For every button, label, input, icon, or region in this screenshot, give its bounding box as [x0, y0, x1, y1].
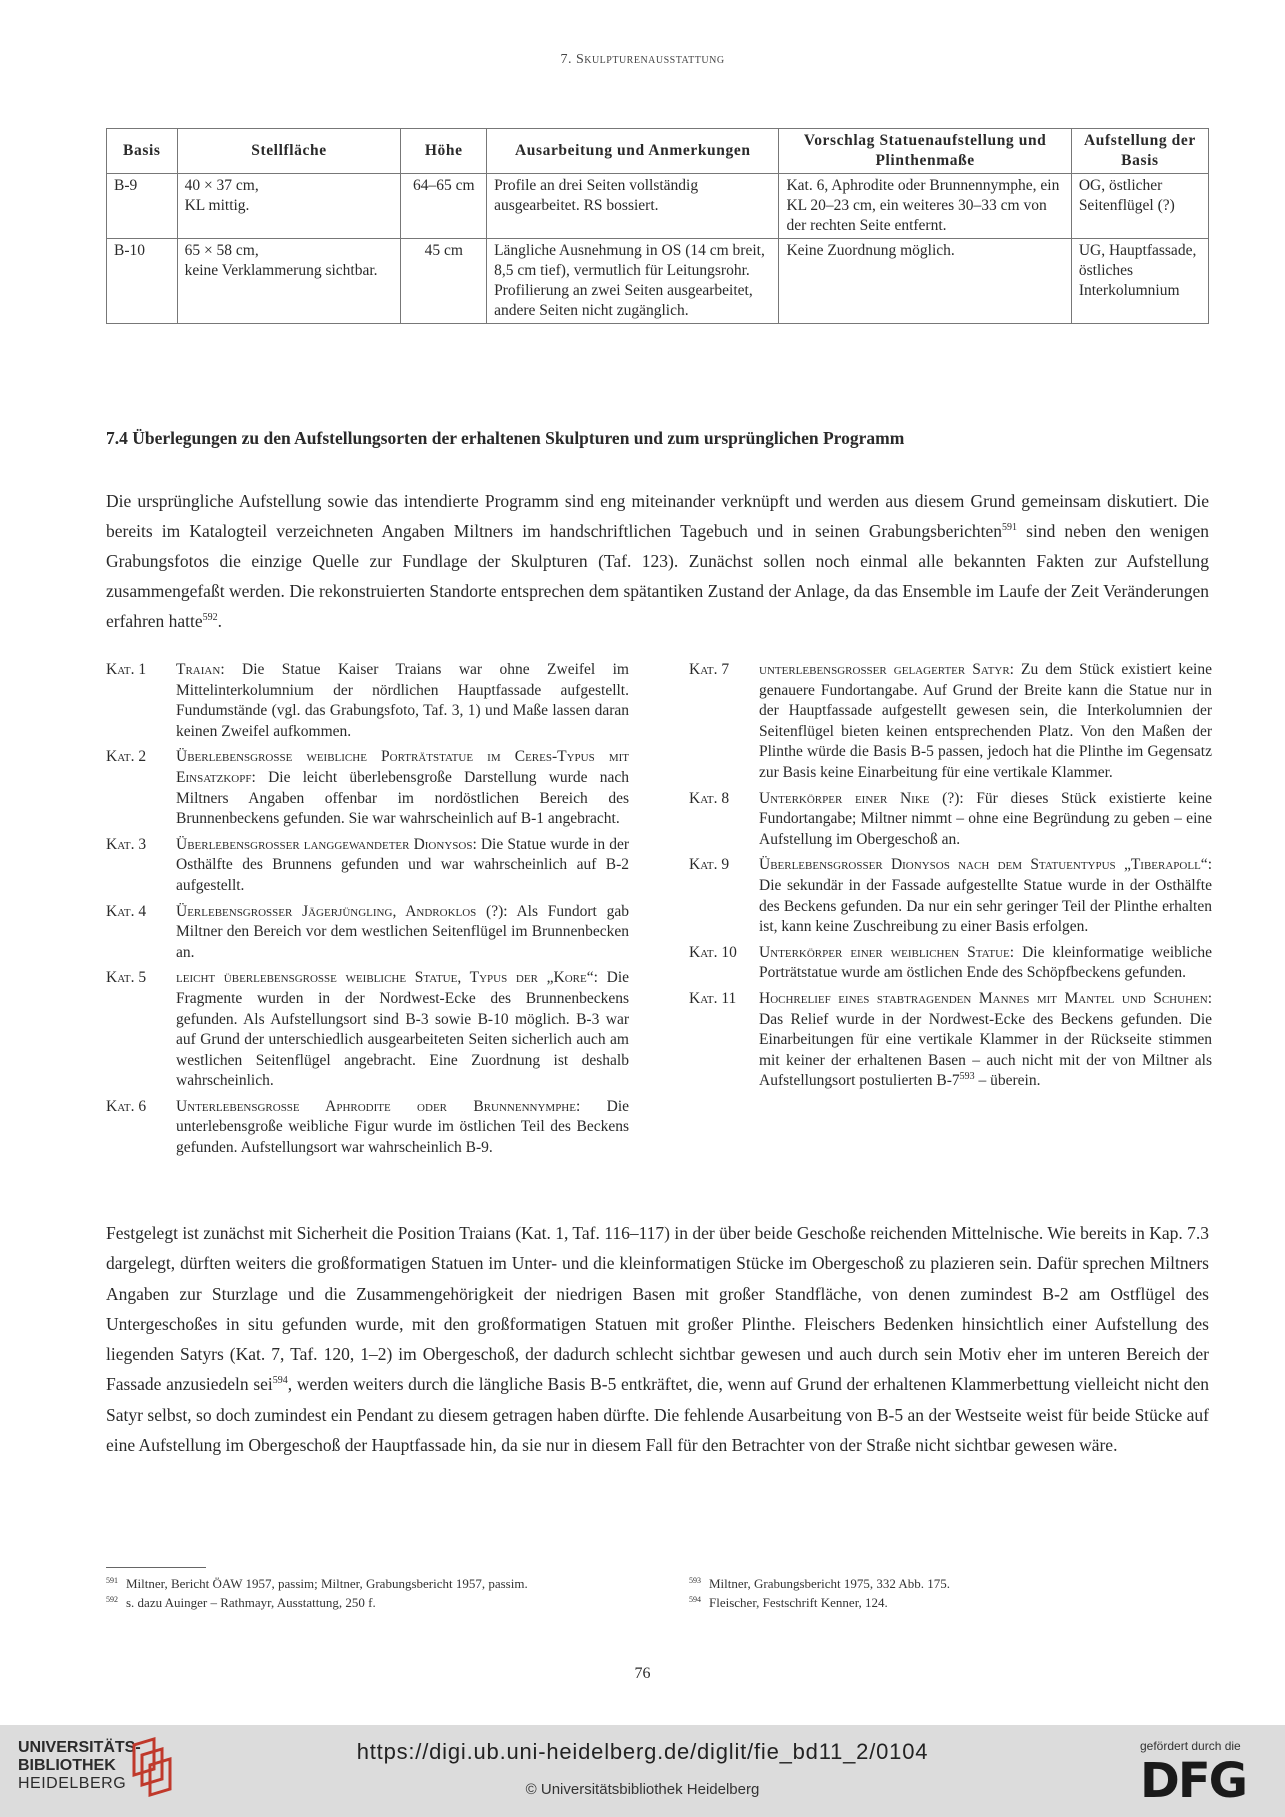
- page-number: 76: [634, 1665, 651, 1682]
- catalog-entry: [106, 835, 629, 897]
- catalog-entry: [106, 747, 629, 829]
- catalog-number: Kat. 5: [106, 969, 147, 987]
- catalog-text: : Als Fundort gab Miltner den Bereich vor dem westlichen Seitenflügel im Brunnenbecken an.: [176, 902, 629, 961]
- catalog-entry: [106, 1097, 629, 1159]
- catalog-entry: [689, 855, 1212, 937]
- table-cell: 45 cm: [401, 239, 487, 324]
- table-cell: Profile an drei Seiten vollständig ausgearbeitet. RS bossiert.: [487, 174, 779, 239]
- table-header: Vorschlag Statuenaufstellung und Plinthenmaße: [779, 129, 1071, 174]
- catalog-right-column: [689, 660, 1212, 1097]
- section-title: 7.4 Überlegungen zu den Aufstellungsorten der erhaltenen Skulpturen und zum ursprünglichen Programm: [106, 428, 905, 448]
- table-cell: Kat. 6, Aphrodite oder Brunnennymphe, ein KL 20–23 cm, ein weiteres 30–33 cm von der rechten Seite entfernt.: [779, 174, 1071, 239]
- catalog-title: Unterkörper einer Nike (?): [759, 789, 960, 807]
- table-cell: 40 × 37 cm, KL mittig.: [177, 174, 401, 239]
- footnote-text: Miltner, Grabungsbericht 1975, 332 Abb. 175.: [709, 1576, 951, 1591]
- footnote-text: Fleischer, Festschrift Kenner, 124.: [709, 1595, 888, 1610]
- catalog-number: Kat. 1: [106, 661, 147, 678]
- footer-bar: [0, 1725, 1285, 1817]
- bases-table: [106, 128, 1209, 324]
- footnote-number: 594: [689, 1594, 701, 1604]
- catalog-number: Kat. 7: [689, 661, 730, 678]
- catalog-text: : Zu dem Stück existiert keine genauere Fundortangabe. Auf Grund der Breite kann die Statue nur in der Hauptfassade aufgestellt gewesen sein, die Interkolumnien der Seitenflügel bieten keinen entsprechenden Platz. Von den Maßen der Plinthe würde die Basis B-5 passen, jedoch hat die Plinthe im Gegensatz zur Basis keine Einarbeitung für eine vertikale Klammer.: [759, 661, 1212, 781]
- catalog-text: : Die Statue wurde in der Osthälfte des Brunnens gefunden und war wahrscheinlich auf B-2 aufgestellt.: [176, 835, 629, 894]
- library-name: BIBLIOTHEK: [18, 1757, 116, 1774]
- footnote-ref[interactable]: 594: [272, 1375, 288, 1387]
- catalog-entry: [106, 902, 629, 964]
- intro-text: .: [217, 611, 223, 631]
- catalog-title: unterlebensgroßer gelagerter Satyr: [759, 661, 1010, 678]
- catalog-number: Kat. 10: [689, 943, 737, 961]
- footnote-text: s. dazu Auinger – Rathmayr, Ausstattung, 250 f.: [126, 1595, 376, 1610]
- table-header: Höhe: [401, 129, 487, 174]
- catalog-text: : Die sekundär in der Fassade aufgestellte Statue wurde in der Osthälfte des Beckens gefunden. Da nur ein sehr geringer Teil der Plinthe erhalten ist, kann keine Zuschreibung zu einer Basis erfolgen.: [759, 856, 1212, 936]
- table-cell: 64–65 cm: [401, 174, 487, 239]
- footnote-number: 591: [106, 1575, 118, 1585]
- footnote-text: Miltner, Bericht ÖAW 1957, passim; Miltner, Grabungsbericht 1957, passim.: [126, 1576, 528, 1591]
- catalog-number: Kat. 3: [106, 835, 147, 853]
- permalink-url[interactable]: https://digi.ub.uni-heidelberg.de/diglit/fie_bd11_2/0104: [356, 1739, 929, 1764]
- table-header: Basis: [107, 129, 178, 174]
- catalog-title: Unterlebensgroße Aphrodite oder Brunnennymphe: [176, 1097, 576, 1115]
- body-paragraph: [106, 1218, 1209, 1460]
- footnote: [689, 1593, 1209, 1612]
- catalog-entry: [689, 989, 1212, 1092]
- copyright-notice: © Universitätsbibliothek Heidelberg: [525, 1781, 760, 1798]
- catalog-entry: [689, 943, 1212, 984]
- catalog-title: Hochrelief eines stabtragenden Mannes mit Mantel und Schuhen: [759, 989, 1208, 1007]
- table-cell: OG, östlicher Seitenflügel (?): [1071, 174, 1208, 239]
- catalog-text: : Die leicht überlebensgroße Darstellung wurde nach Miltners Angaben offenbar im nordöstlichen Bereich des Brunnenbeckens gefunden. Sie war wahrscheinlich auf B-1 angebracht.: [176, 768, 629, 828]
- running-head: 7. Skulpturenausstattung: [560, 52, 725, 67]
- table-cell: UG, Hauptfassade, östliches Interkolumnium: [1071, 239, 1208, 324]
- catalog-number: Kat. 9: [689, 856, 730, 874]
- table-cell: Keine Zuordnung möglich.: [779, 239, 1071, 324]
- catalog-number: Kat. 6: [106, 1097, 147, 1115]
- catalog-text: – überein.: [974, 1072, 1041, 1090]
- funding-caption: gefördert durch die: [1140, 1739, 1241, 1753]
- catalog-left-column: [106, 660, 629, 1164]
- catalog-number: Kat. 4: [106, 902, 147, 920]
- table-header-row: [107, 129, 1209, 174]
- footnote: [106, 1593, 626, 1612]
- library-name: HEIDELBERG: [18, 1775, 127, 1792]
- table-row: [107, 239, 1209, 324]
- catalog-title: Überlebensgroßer langgewandeter Dionysos: [176, 835, 473, 853]
- intro-text: sind neben den wenigen Grabungsfotos die einzige Quelle zur Fundlage der Skulpturen (Taf. 123). Zunächst sollen noch einmal alle bekannten Fakten zur Aufstellung zusammengefaßt werden. Die rekonstruierten Standorte entsprechen dem spätantiken Zustand der Anlage, da das Ensemble im Laufe der Zeit Veränderungen erfahren hatte: [106, 521, 1209, 631]
- table-header: Aufstellung der Basis: [1071, 129, 1208, 174]
- catalog-entry: [689, 789, 1212, 851]
- catalog-text: : Die Fragmente wurden in der Nordwest-Ecke des Brunnenbeckens gefunden. Als Aufstellungsort sind B-3 sowie B-10 möglich. B-3 war auf Grund der unterschiedlich ausgearbeiteten Seiten sicherlich auch am westlichen Seitenflügel angebracht. Eine Zuordnung ist deshalb wahrscheinlich.: [176, 969, 630, 1090]
- table-cell: Längliche Ausnehmung in OS (14 cm breit, 8,5 cm tief), vermutlich für Leitungsrohr. Profilierung an zwei Seiten ausgearbeitet, andere Seiten nicht zugänglich.: [487, 239, 779, 324]
- table-cell: 65 × 58 cm, keine Verklammerung sichtbar.: [177, 239, 401, 324]
- footnote-ref[interactable]: 593: [959, 1071, 975, 1083]
- intro-text: Die ursprüngliche Aufstellung sowie das intendierte Programm sind eng miteinander verknüpft und werden aus diesem Grund gemeinsam diskutiert. Die bereits im Katalogteil verzeichneten Angaben Miltners im handschriftlichen Tagebuch und in seinen Grabungsberichten: [106, 491, 1209, 541]
- body-text: Festgelegt ist zunächst mit Sicherheit die Position Traians (Kat. 1, Taf. 116–117) in der über beide Geschoße reichenden Mittelnische. Wie bereits in Kap. 7.3 dargelegt, dürften weiters die großformatigen Statuen im Unter- und die kleinformatigen Stücke im Obergeschoß zu plazieren sein. Dafür sprechen Miltners Angaben zur Sturzlage und die Zusammengehörigkeit der niedrigen Basen mit großer Standfläche, von denen zumindest B-2 am Ostflügel des Untergeschoßes in situ gefunden wurde, mit den großformatigen Statuen mit großer Plinthe. Fleischers Bedenken hinsichtlich einer Aufstellung des liegenden Satyrs (Kat. 7, Taf. 120, 1–2) im Obergeschoß, der dadurch schlecht sichtbar gewesen und auch durch sein Motiv eher im unteren Bereich der Fassade anzusiedeln sei: [106, 1223, 1209, 1395]
- intro-paragraph: [106, 486, 1209, 636]
- library-name: UNIVERSITÄTS-: [18, 1739, 141, 1756]
- table-header: Ausarbeitung und Anmerkungen: [487, 129, 779, 174]
- catalog-entry: [689, 660, 1212, 784]
- catalog-text: : Das Relief wurde in der Nordwest-Ecke des Beckens gefunden. Die Einarbeitungen für eine vertikale Klammer in der Rückseite stimmen mit keiner der erhaltenen Basen – auch nicht mit der von Miltner als Aufstellungsort postulierten B-7: [759, 989, 1212, 1090]
- catalog-title: Üerlebensgroßer Jägerjüngling, Androklos (?): [176, 902, 504, 920]
- catalog-number: Kat. 11: [689, 989, 737, 1007]
- catalog-title: Unterkörper einer weiblichen Statue: [759, 943, 1010, 961]
- catalog-entry: [106, 660, 629, 742]
- dfg-logo[interactable]: DFG: [1140, 1753, 1247, 1809]
- table-row: [107, 174, 1209, 239]
- table-header: Stellfläche: [177, 129, 401, 174]
- catalog-number: Kat. 8: [689, 789, 730, 807]
- table-cell: B-9: [107, 174, 178, 239]
- catalog-text: : Die kleinformatige weibliche Porträtstatue wurde am östlichen Ende des Schöpfbeckens gefunden.: [759, 943, 1212, 982]
- footnote-ref[interactable]: 591: [1002, 522, 1018, 534]
- catalog-title: Überlebensgroßer Dionysos nach dem Statuentypus „Tiberapoll“: [759, 856, 1208, 874]
- catalog-title: leicht überlebensgroße weibliche Statue, Typus der „Kore“: [176, 969, 594, 987]
- catalog-text: : Die unterlebensgroße weibliche Figur wurde im östlichen Teil des Beckens gefunden. Aufstellungsort war wahrscheinlich B-9.: [176, 1097, 629, 1157]
- catalog-text: : Für dieses Stück existierte keine Fundortangabe; Miltner nimmt – ohne eine Begründung zu geben – eine Aufstellung im Obergeschoß an.: [759, 789, 1212, 848]
- catalog-entry: [106, 968, 629, 1092]
- footnote: [106, 1574, 626, 1593]
- footnote: [689, 1574, 1209, 1593]
- footnote-number: 592: [106, 1594, 118, 1604]
- footnote-ref[interactable]: 592: [202, 612, 218, 624]
- catalog-title: Traian: [176, 661, 221, 678]
- catalog-text: : Die Statue Kaiser Traians war ohne Zweifel im Mittelinterkolumnium der nördlichen Hauptfassade aufgestellt. Fundumstände (vgl. das Grabungsfoto, Taf. 3, 1) und Maße lassen daran keinen Zweifel aufkommen.: [176, 661, 629, 740]
- body-text: , werden weiters durch die längliche Basis B-5 entkräftet, die, wenn auf Grund der erhaltenen Klammerbettung vielleicht nicht den Satyr selbst, so doch zumindest ein Pendant zu diesem getragen haben dürfte. Die fehlende Ausarbeitung von B-5 an der Westseite weist für beide Stücke auf eine Aufstellung im Obergeschoß der Hauptfassade hin, da sie nur in diesem Fall für den Betrachter von der Straße nicht sichtbar gewesen wäre.: [106, 1374, 1209, 1456]
- catalog-title: Überlebensgroße weibliche Porträtstatue im Ceres-Typus mit Einsatzkopf: [176, 748, 629, 786]
- footnote-rule: [106, 1567, 206, 1568]
- catalog-number: Kat. 2: [106, 748, 147, 766]
- table-cell: B-10: [107, 239, 178, 324]
- footnote-number: 593: [689, 1575, 701, 1585]
